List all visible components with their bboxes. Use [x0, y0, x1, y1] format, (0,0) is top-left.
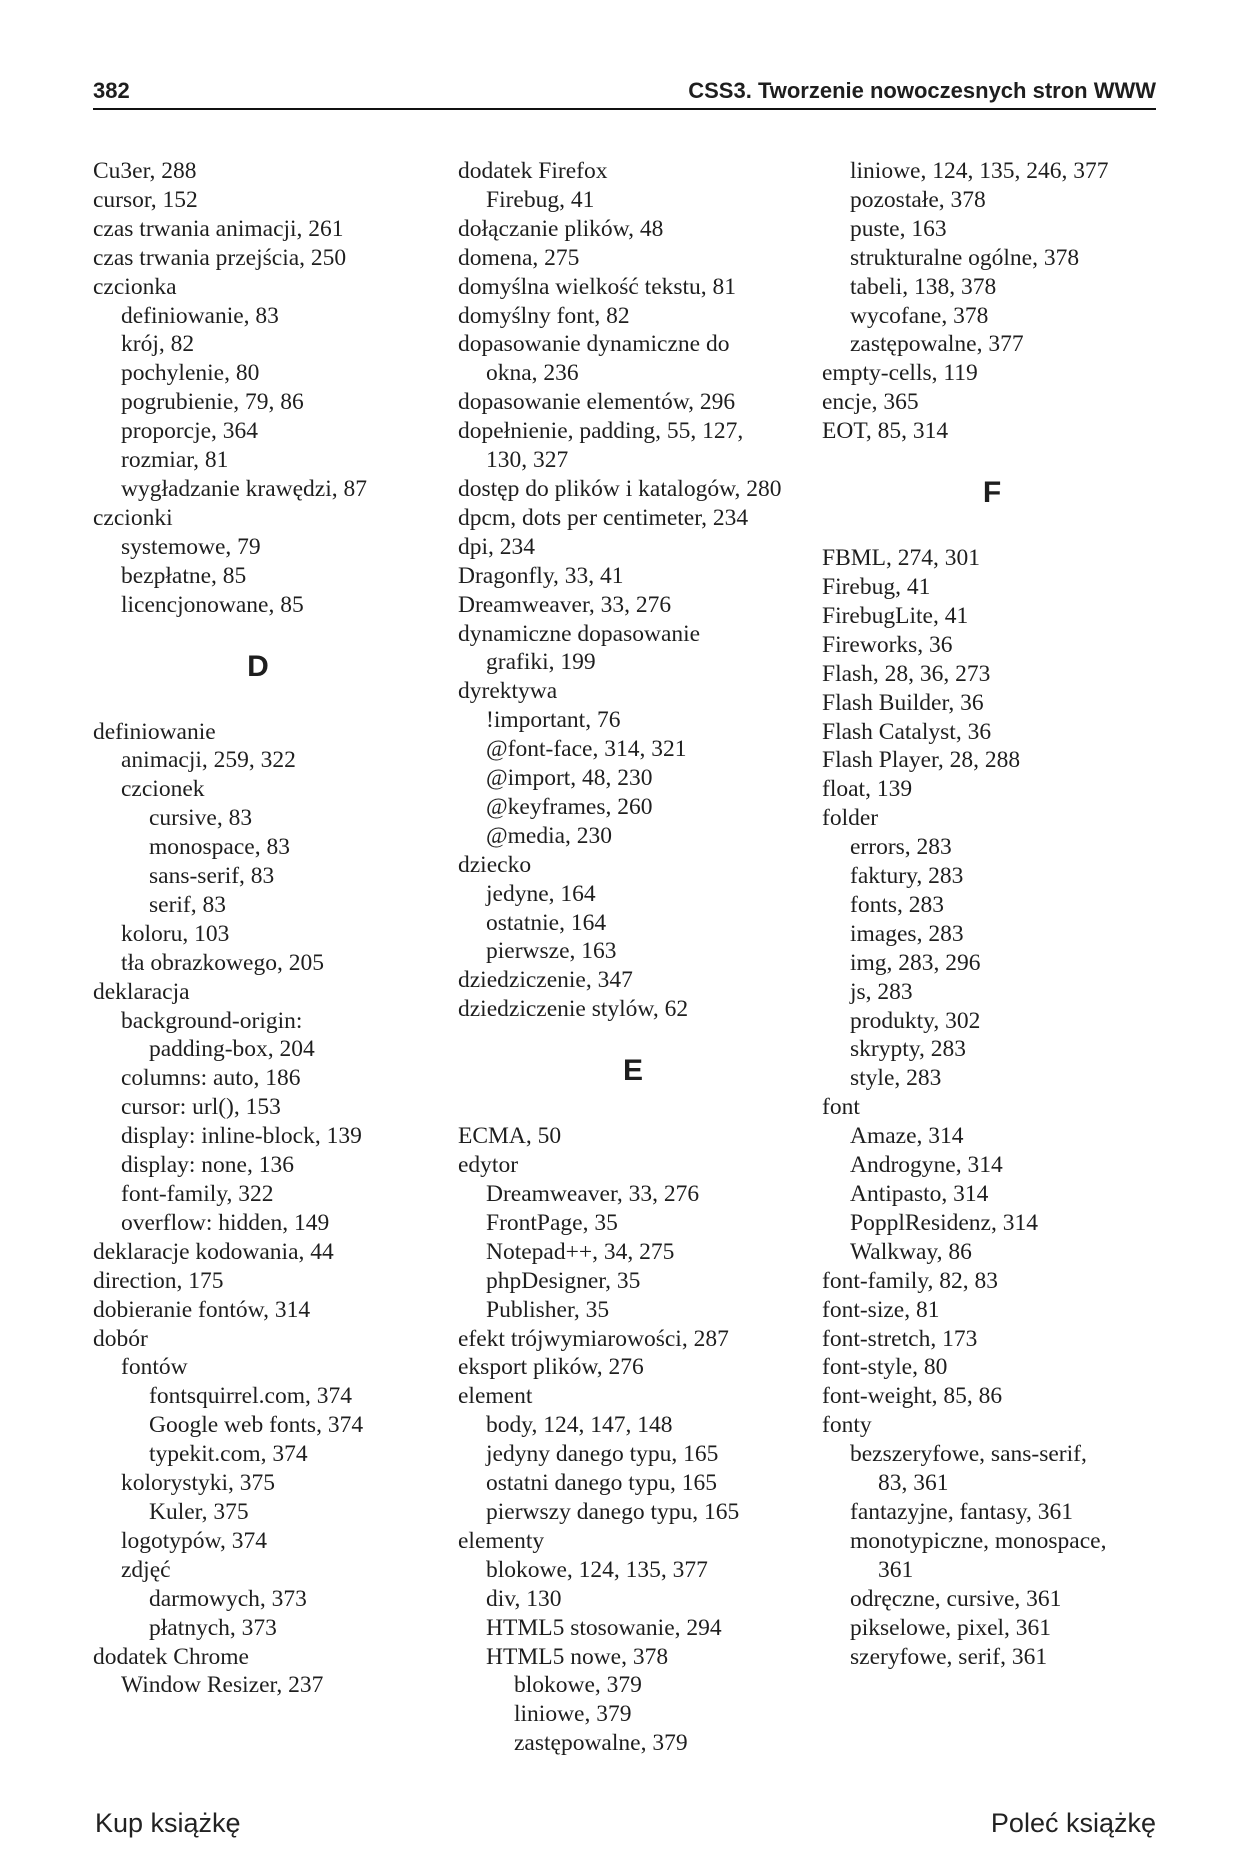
index-subentry: Google web fonts, 374: [149, 1412, 364, 1439]
recommend-book-link[interactable]: Poleć książkę: [990, 1808, 1156, 1838]
index-entry: eksport plików, 276: [458, 1354, 644, 1381]
index-subentry: phpDesigner, 35: [486, 1267, 641, 1294]
index-subentry: liniowe, 379: [514, 1701, 632, 1728]
index-subentry: koloru, 103: [121, 920, 230, 947]
index-subentry: bezszeryfowe, sans-serif,: [850, 1441, 1087, 1468]
index-subentry: js, 283: [850, 978, 913, 1005]
index-subentry: ostatnie, 164: [486, 909, 607, 936]
index-subentry: blokowe, 379: [514, 1672, 642, 1699]
index-subentry: jedyny danego typu, 165: [486, 1441, 719, 1468]
index-subentry: płatnych, 373: [149, 1614, 277, 1641]
index-subentry: PopplResidenz, 314: [850, 1209, 1038, 1236]
index-subentry: zdjęć: [121, 1556, 171, 1583]
index-entry: dyrektywa: [458, 678, 558, 705]
index-subentry: ostatni danego typu, 165: [486, 1470, 718, 1497]
index-subentry: produkty, 302: [850, 1007, 981, 1034]
index-entry: czcionki: [93, 504, 173, 531]
page-number: 382: [93, 78, 130, 103]
index-subentry: czcionek: [121, 776, 205, 803]
index-subentry: wycofane, 378: [850, 302, 989, 329]
index-subentry: jedyne, 164: [486, 880, 596, 907]
index-subentry: padding-box, 204: [149, 1036, 315, 1063]
index-entry: dodatek Firefox: [458, 158, 608, 184]
index-entry: dziedziczenie, 347: [458, 967, 633, 994]
index-entry: font-stretch, 173: [822, 1325, 978, 1352]
index-entry: Dragonfly, 33, 41: [458, 562, 624, 589]
index-subentry: serif, 83: [149, 891, 227, 918]
index-subentry: Firebug, 41: [486, 186, 595, 213]
index-entry: domena, 275: [458, 244, 580, 271]
index-subentry: licencjonowane, 85: [121, 591, 304, 618]
index-column-2: [458, 157, 808, 1758]
index-subentry: puste, 163: [850, 215, 947, 242]
index-subentry: fonts, 283: [850, 891, 944, 918]
index-entry: direction, 175: [93, 1267, 224, 1294]
index-entry: dobieranie fontów, 314: [93, 1296, 311, 1323]
index-entry: Firebug, 41: [822, 573, 931, 600]
index-subentry: darmowych, 373: [149, 1585, 307, 1612]
index-entry: ECMA, 50: [458, 1123, 562, 1150]
index-subentry: font-family, 322: [121, 1181, 274, 1207]
index-subentry: display: inline-block, 139: [121, 1123, 362, 1150]
index-subentry: zastępowalne, 377: [850, 331, 1024, 358]
index-entry: deklaracje kodowania, 44: [93, 1238, 334, 1265]
header-rule: [93, 108, 1156, 110]
index-entry: efekt trójwymiarowości, 287: [458, 1325, 729, 1352]
index-subentry: liniowe, 124, 135, 246, 377: [850, 158, 1109, 184]
index-subentry: tabeli, 138, 378: [850, 273, 997, 300]
index-entry: cursor, 152: [93, 186, 198, 213]
index-subentry: Androgyne, 314: [850, 1152, 1003, 1179]
section-letter: D: [247, 649, 269, 683]
index-subentry: fantazyjne, fantasy, 361: [850, 1498, 1073, 1525]
index-entry: dziecko: [458, 851, 532, 878]
index-entry: encje, 365: [822, 389, 919, 416]
index-subentry: !important, 76: [486, 707, 621, 734]
index-entry: element: [458, 1383, 533, 1410]
index-subentry: okna, 236: [486, 360, 579, 387]
index-subentry: HTML5 stosowanie, 294: [486, 1614, 722, 1641]
index-entry: domyślna wielkość tekstu, 81: [458, 273, 737, 300]
index-subentry: pochylenie, 80: [121, 360, 260, 387]
index-subentry: pierwszy danego typu, 165: [486, 1498, 740, 1525]
index-subentry: systemowe, 79: [121, 533, 261, 560]
index-subentry: style, 283: [850, 1065, 942, 1092]
index-subentry: sans-serif, 83: [149, 863, 275, 890]
index-subentry: @media, 230: [486, 822, 613, 849]
index-entry: FBML, 274, 301: [822, 545, 980, 572]
index-subentry: overflow: hidden, 149: [121, 1209, 330, 1236]
index-subentry: rozmiar, 81: [121, 447, 229, 474]
index-subentry: Antipasto, 314: [850, 1181, 989, 1207]
index-entry: empty-cells, 119: [822, 360, 978, 387]
index-subentry: columns: auto, 186: [121, 1065, 301, 1092]
index-subentry: grafiki, 199: [486, 649, 596, 676]
index-entry: dpi, 234: [458, 533, 536, 560]
index-column-1: [93, 157, 423, 1700]
index-subentry: szeryfowe, serif, 361: [850, 1643, 1048, 1670]
index-entry: Dreamweaver, 33, 276: [458, 591, 672, 618]
index-entry: dodatek Chrome: [93, 1643, 249, 1670]
index-entry: domyślny font, 82: [458, 302, 630, 329]
index-entry: czcionka: [93, 273, 177, 300]
index-subentry: display: none, 136: [121, 1152, 294, 1179]
index-subentry: skrypty, 283: [850, 1036, 966, 1063]
index-entry: dostęp do plików i katalogów, 280: [458, 475, 782, 502]
index-subentry: fontów: [121, 1354, 188, 1381]
index-subentry: images, 283: [850, 920, 964, 947]
index-entry: Flash Catalyst, 36: [822, 718, 992, 745]
index-subentry: strukturalne ogólne, 378: [850, 244, 1080, 271]
index-entry: Fireworks, 36: [822, 631, 953, 658]
index-entry: czas trwania animacji, 261: [93, 215, 344, 242]
index-subentry: errors, 283: [850, 834, 952, 861]
index-subentry: div, 130: [486, 1585, 562, 1612]
index-subentry: cursive, 83: [149, 805, 253, 832]
index-entry: dopełnienie, padding, 55, 127,: [458, 418, 744, 445]
index-subentry: Dreamweaver, 33, 276: [486, 1181, 700, 1207]
index-entry: font: [822, 1094, 860, 1121]
index-entry: czas trwania przejścia, 250: [93, 244, 347, 271]
index-subentry: bezpłatne, 85: [121, 562, 247, 589]
index-entry: float, 139: [822, 776, 913, 803]
index-subentry: zastępowalne, 379: [514, 1730, 688, 1757]
index-subentry: definiowanie, 83: [121, 302, 279, 329]
index-entry: FirebugLite, 41: [822, 602, 969, 629]
index-entry: elementy: [458, 1527, 545, 1554]
index-entry: dziedziczenie stylów, 62: [458, 996, 689, 1023]
index-entry: font-weight, 85, 86: [822, 1383, 1003, 1410]
index-subentry: 361: [878, 1556, 914, 1583]
index-subentry: proporcje, 364: [121, 418, 259, 445]
index-entry: EOT, 85, 314: [822, 418, 949, 445]
section-letter: E: [622, 1054, 643, 1088]
index-subentry: pozostałe, 378: [850, 186, 986, 213]
index-column-3: [822, 157, 1162, 1671]
index-entry: dynamiczne dopasowanie: [458, 620, 701, 647]
index-subentry: Notepad++, 34, 275: [486, 1238, 675, 1265]
index-entry: dpcm, dots per centimeter, 234: [458, 504, 749, 531]
index-entry: Flash Builder, 36: [822, 689, 984, 716]
index-subentry: pogrubienie, 79, 86: [121, 389, 304, 416]
index-entry: Flash, 28, 36, 273: [822, 660, 991, 687]
index-subentry: 83, 361: [878, 1470, 949, 1497]
index-entry: dołączanie plików, 48: [458, 215, 664, 242]
index-subentry: wygładzanie krawędzi, 87: [121, 475, 367, 502]
index-entry: definiowanie: [93, 718, 216, 745]
index-subentry: pierwsze, 163: [486, 938, 617, 965]
index-subentry: img, 283, 296: [850, 949, 981, 976]
index-subentry: Kuler, 375: [149, 1498, 249, 1525]
index-subentry: body, 124, 147, 148: [486, 1412, 673, 1439]
index-subentry: @import, 48, 230: [486, 765, 653, 792]
index-subentry: typekit.com, 374: [149, 1441, 308, 1468]
index-subentry: logotypów, 374: [121, 1527, 268, 1554]
index-subentry: monotypiczne, monospace,: [850, 1527, 1107, 1554]
page-header: [93, 70, 1156, 106]
index-subentry: 130, 327: [486, 447, 569, 474]
index-subentry: cursor: url(), 153: [121, 1094, 281, 1121]
index-subentry: Publisher, 35: [486, 1296, 610, 1323]
index-entry: Cu3er, 288: [93, 158, 197, 184]
index-subentry: tła obrazkowego, 205: [121, 949, 324, 976]
index-entry: dopasowanie elementów, 296: [458, 389, 736, 416]
index-subentry: animacji, 259, 322: [121, 747, 296, 774]
index-subentry: monospace, 83: [149, 834, 290, 861]
index-subentry: @keyframes, 260: [486, 793, 653, 820]
index-subentry: Amaze, 314: [850, 1123, 964, 1150]
index-subentry: Window Resizer, 237: [121, 1672, 324, 1699]
index-subentry: HTML5 nowe, 378: [486, 1643, 669, 1670]
index-subentry: fontsquirrel.com, 374: [149, 1383, 352, 1410]
section-letter: F: [982, 476, 1002, 510]
index-subentry: faktury, 283: [850, 863, 964, 890]
index-subentry: @font-face, 314, 321: [486, 736, 687, 763]
index-entry: dobór: [93, 1325, 148, 1352]
index-subentry: odręczne, cursive, 361: [850, 1585, 1062, 1612]
index-entry: Flash Player, 28, 288: [822, 747, 1021, 774]
index-entry: font-family, 82, 83: [822, 1267, 998, 1294]
index-subentry: FrontPage, 35: [486, 1209, 618, 1236]
index-entry: fonty: [822, 1412, 872, 1439]
index-entry: dopasowanie dynamiczne do: [458, 331, 730, 358]
index-subentry: krój, 82: [121, 331, 195, 358]
index-subentry: kolorystyki, 375: [121, 1470, 276, 1497]
index-entry: deklaracja: [93, 978, 190, 1005]
book-title: CSS3. Tworzenie nowoczesnych stron WWW: [688, 78, 1156, 103]
index-subentry: background-origin:: [121, 1007, 303, 1034]
buy-book-link[interactable]: Kup książkę: [95, 1808, 241, 1838]
index-subentry: blokowe, 124, 135, 377: [486, 1556, 708, 1583]
index-entry: font-style, 80: [822, 1354, 948, 1381]
index-subentry: pikselowe, pixel, 361: [850, 1614, 1052, 1641]
index-entry: folder: [822, 805, 879, 832]
index-entry: font-size, 81: [822, 1296, 940, 1323]
index-entry: edytor: [458, 1152, 519, 1179]
index-subentry: Walkway, 86: [850, 1238, 972, 1265]
